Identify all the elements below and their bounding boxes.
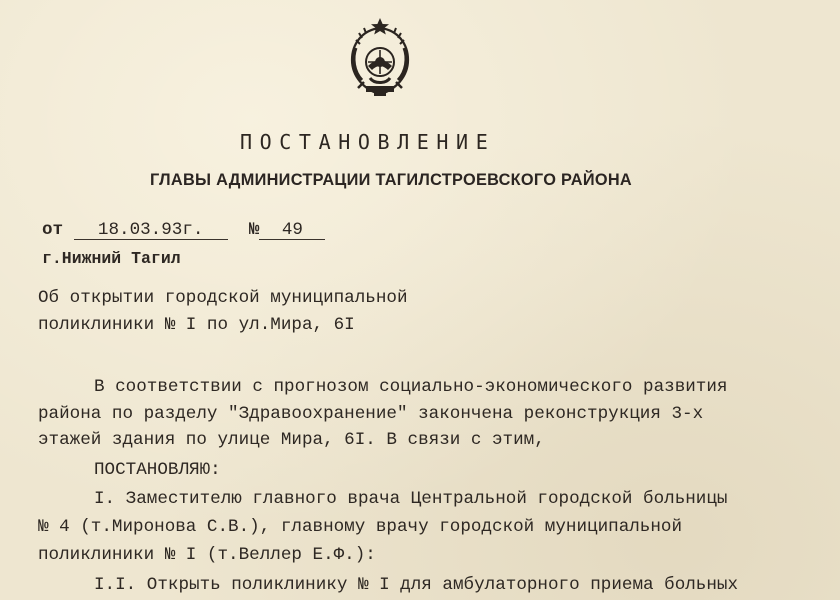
document-subtitle: ГЛАВЫ АДМИНИСТРАЦИИ ТАГИЛСТРОЕВСКОГО РАЙОНА <box>150 170 632 189</box>
subject-line-2: поликлиники № I по ул.Мира, 6I <box>38 315 355 335</box>
date-number-line <box>42 220 325 240</box>
paragraph-line: этажей здания по улице Мира, 6I. В связи с этим, <box>38 430 545 450</box>
paragraph-line: района по разделу "Здравоохранение" закончена реконструкция 3-х <box>38 404 704 424</box>
coat-of-arms-icon <box>344 18 416 100</box>
item-line: I. Заместителю главного врача Центральной городской больницы <box>94 489 728 509</box>
paragraph-line: В соответствии с прогнозом социально-экономического развития <box>94 377 728 397</box>
city: г.Нижний Тагил <box>42 249 181 268</box>
item-line: I.I. Открыть поликлинику № I для амбулаторного приема больных <box>94 575 739 595</box>
item-line: поликлиники № I (т.Веллер Е.Ф.): <box>38 545 376 565</box>
subject-line-1: Об открытии городской муниципальной <box>38 288 408 308</box>
date-prefix: от <box>42 220 64 240</box>
document-title: ПОСТАНОВЛЕНИЕ <box>240 130 496 154</box>
document-number: 49 <box>259 222 325 240</box>
item-line: № 4 (т.Миронова С.В.), главному врачу городской муниципальной <box>38 517 683 537</box>
number-prefix: № <box>248 220 260 240</box>
document-date: 18.03.93г. <box>74 222 228 240</box>
resolve-heading: ПОСТАНОВЛЯЮ: <box>94 460 221 480</box>
